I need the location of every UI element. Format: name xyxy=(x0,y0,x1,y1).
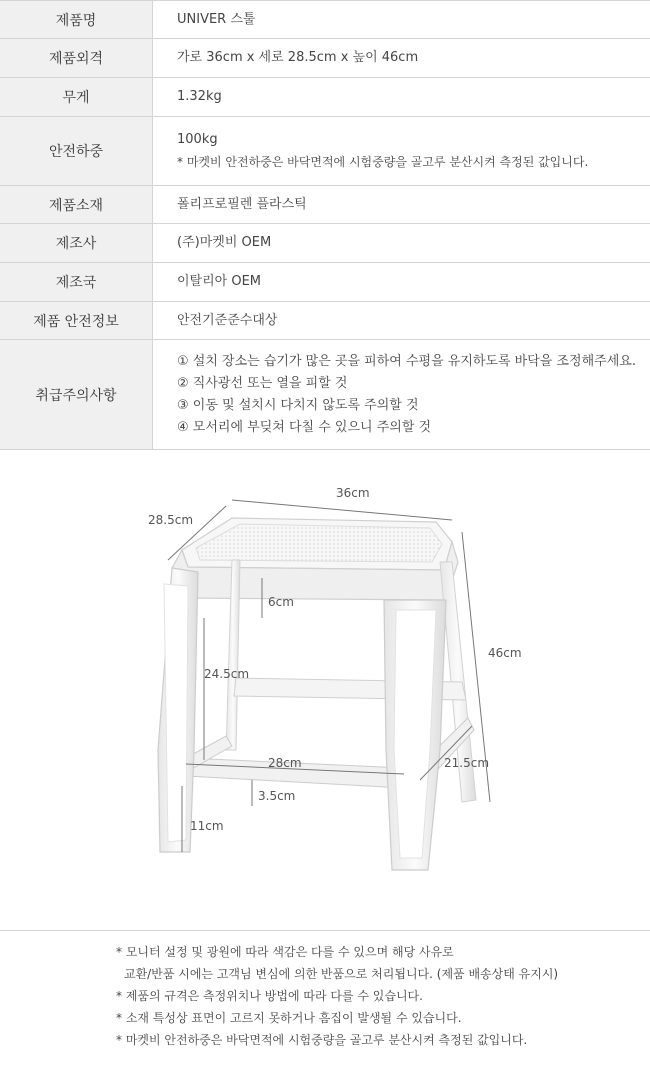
spec-table xyxy=(0,0,650,450)
notice-list xyxy=(116,941,636,1051)
spec-row-origin xyxy=(0,263,650,302)
spec-value-line: (주)마켓비 OEM xyxy=(177,235,272,250)
notice-item: * 소재 특성상 표면이 고르지 못하거나 흠집이 발생될 수 있습니다. xyxy=(116,1011,462,1025)
precaution-item: ① 설치 장소는 습기가 많은 곳을 피하여 수평을 유지하도록 바닥을 조정해주세요. xyxy=(177,353,636,369)
spec-row-safety-info xyxy=(0,302,650,340)
spec-value xyxy=(153,39,650,78)
spec-label: 제조사 xyxy=(0,224,153,263)
spec-value-note: * 마켓비 안전하중은 바닥면적에 시험중량을 골고루 분산시켜 측정된 값입니다. xyxy=(177,155,589,169)
spec-label: 취급주의사항 xyxy=(0,340,153,450)
spec-row-weight xyxy=(0,78,650,117)
notice-item: * 제품의 규격은 측정위치나 방법에 따라 다를 수 있습니다. xyxy=(116,989,423,1003)
precaution-item: ④ 모서리에 부딪쳐 다칠 수 있으니 주의할 것 xyxy=(177,419,432,435)
dim-label-top-thickness: 6cm xyxy=(268,595,294,609)
spec-value-line: 가로 36cm x 세로 28.5cm x 높이 46cm xyxy=(177,50,419,65)
dim-line-width xyxy=(232,500,452,520)
spec-row-safe-load xyxy=(0,117,650,186)
spec-row-precautions xyxy=(0,340,650,450)
spec-value-line: UNIVER 스툴 xyxy=(177,11,256,27)
notice-item: 교환/반품 시에는 고객님 변심에 의한 반품으로 처리됩니다. (제품 배송상태 유지시) xyxy=(124,967,559,981)
spec-label: 제품 안전정보 xyxy=(0,302,153,340)
spec-value xyxy=(153,263,650,302)
spec-value xyxy=(153,224,650,263)
spec-row-material xyxy=(0,186,650,224)
spec-value-line: 1.32kg xyxy=(177,89,222,104)
dim-label-foot-height: 11cm xyxy=(190,819,224,833)
spec-value-line: 100kg xyxy=(177,132,218,147)
stool-illustration xyxy=(0,450,650,930)
spec-value-line: 폴리프로필렌 플라스틱 xyxy=(177,196,307,212)
spec-label: 제품명 xyxy=(0,1,153,39)
notice-item: * 모니터 설정 및 광원에 따라 색감은 다를 수 있으며 해당 사유로 xyxy=(116,945,454,959)
spec-label: 무게 xyxy=(0,78,153,117)
dim-label-inner-depth: 21.5cm xyxy=(444,756,490,770)
spec-row-manufacturer xyxy=(0,224,650,263)
spec-value xyxy=(153,78,650,117)
spec-value-line: 이탈리아 OEM xyxy=(177,274,262,289)
spec-value xyxy=(153,302,650,340)
spec-label: 안전하중 xyxy=(0,117,153,186)
spec-row-dimensions xyxy=(0,39,650,78)
stool-seat xyxy=(172,518,458,600)
notice-item: * 마켓비 안전하중은 바닥면적에 시험중량을 골고루 분산시켜 측정된 값입니다. xyxy=(116,1033,528,1047)
spec-row-name xyxy=(0,1,650,39)
dim-label-inner-width: 28cm xyxy=(268,756,302,770)
spec-value xyxy=(153,186,650,224)
precaution-item: ③ 이동 및 설치시 다치지 않도록 주의할 것 xyxy=(177,397,419,413)
spec-value xyxy=(153,1,650,39)
stool-dimension-diagram xyxy=(0,449,650,931)
spec-label: 제조국 xyxy=(0,263,153,302)
spec-value-line: 안전기준준수대상 xyxy=(177,312,278,328)
spec-value xyxy=(153,340,650,450)
spec-label: 제품소재 xyxy=(0,186,153,224)
dim-label-depth: 28.5cm xyxy=(148,513,194,527)
dim-label-leg-gap: 24.5cm xyxy=(204,667,250,681)
spec-label: 제품외격 xyxy=(0,39,153,78)
dim-label-rail-thickness: 3.5cm xyxy=(258,789,296,803)
dim-label-width: 36cm xyxy=(336,486,370,500)
spec-value xyxy=(153,117,650,186)
precaution-item: ② 직사광선 또는 열을 피할 것 xyxy=(177,375,348,391)
dim-label-height: 46cm xyxy=(488,646,522,660)
